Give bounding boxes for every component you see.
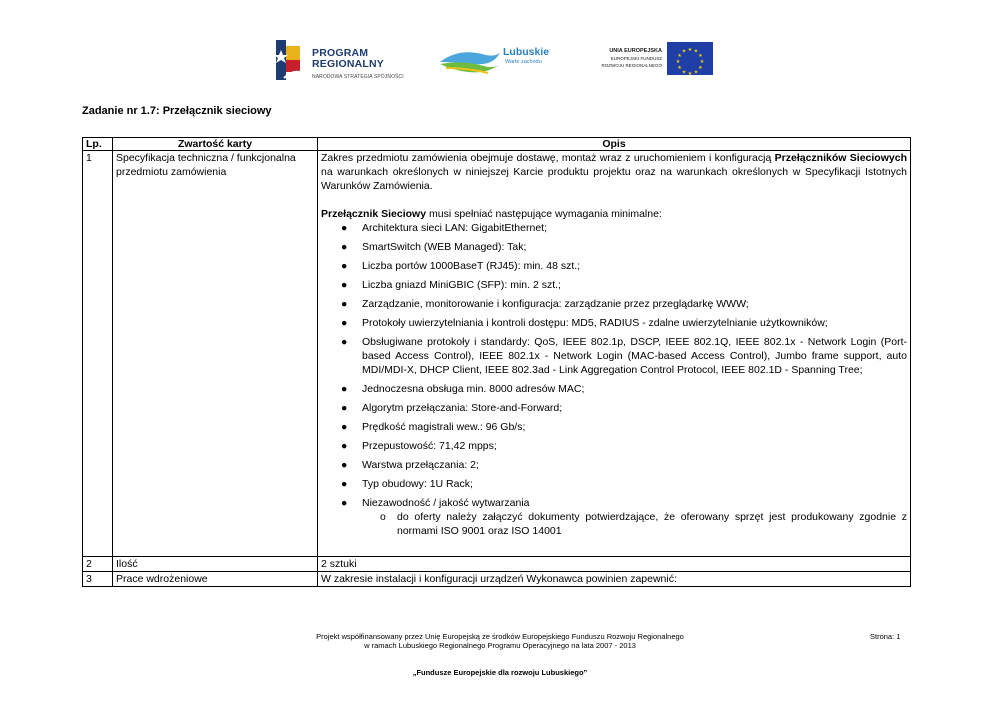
svg-text:★: ★ (699, 59, 705, 65)
row1-label: Specyfikacja techniczna / funkcjonalna przedmiotu zamówienia (113, 151, 318, 557)
requirement-text: Obsługiwane protokoły i standardy: QoS, IEEE 802.1p, DSCP, IEEE 802.1Q, IEEE 802.1x - Network Login (Port-based Access Control), IEEE 802.1x - Network Login (MAC-based Access Control), Jumbo frame support, auto MDI/MDI-X, DHCP Client, IEEE 802.3ad - Link Aggregation Control Protocol, IEEE 802.1D - Spanning Tree; (362, 336, 907, 376)
intro-pre: Zakres przedmiotu zamówienia obejmuje dostawę, montaż wraz z uruchomieniem i konfiguracją (321, 152, 775, 164)
requirement-item (337, 335, 907, 377)
row3-description: W zakresie instalacji i konfiguracji urządzeń Wykonawca powinien zapewnić: (318, 572, 911, 587)
requirement-text: Typ obudowy: 1U Rack; (362, 478, 473, 490)
footer-line1: Projekt współfinansowany przez Unię Europejską ze środków Europejskiego Funduszu Rozwoju Regionalnego (316, 632, 684, 641)
header-description: Opis (318, 138, 911, 151)
requirement-text: Przepustowość: 71,42 mpps; (362, 440, 497, 452)
header-content: Zwartość karty (113, 138, 318, 151)
program-logo-line3: NARODOWA STRATEGIA SPÓJNOŚCI (312, 74, 404, 80)
intro-paragraph (321, 151, 907, 193)
bullet-icon: ● (341, 260, 348, 272)
requirement-text: Zarządzanie, monitorowanie i konfiguracja: zarządzanie przez przeglądarkę WWW; (362, 298, 749, 310)
program-logo-line2: REGIONALNY (312, 58, 385, 70)
bullet-icon: ● (341, 478, 348, 490)
requirement-item (337, 401, 907, 415)
row2-label: Ilość (113, 557, 318, 572)
eu-line2: EUROPEJSKI FUNDUSZ (610, 56, 662, 61)
bullet-icon: ● (341, 402, 348, 414)
svg-text:★: ★ (677, 53, 682, 59)
requirement-text: Liczba gniazd MiniGBIC (SFP): min. 2 szt.; (362, 279, 561, 291)
requirement-item (337, 240, 907, 254)
eu-flag-icon (667, 42, 713, 75)
bullet-icon: ● (341, 222, 348, 234)
requirement-item (337, 439, 907, 453)
row3-lp: 3 (83, 572, 113, 587)
task-title: Zadanie nr 1.7: Przełącznik sieciowy (82, 105, 272, 117)
requirement-text: SmartSwitch (WEB Managed): Tak; (362, 241, 527, 253)
requirement-item (337, 316, 907, 330)
requirement-item (337, 477, 907, 491)
requirement-item (337, 382, 907, 396)
svg-text:★: ★ (675, 59, 681, 65)
svg-text:★: ★ (687, 71, 693, 75)
header-lp: Lp. (83, 138, 113, 151)
bullet-icon: ● (341, 421, 348, 433)
req-rest: musi spełniać następujące wymagania minimalne: (426, 208, 662, 220)
circle-bullet-icon: o (380, 511, 386, 523)
table-row (83, 572, 911, 587)
requirement-item (337, 458, 907, 472)
lubuskie-tagline: Warte zachodu (505, 59, 542, 65)
table-row (83, 151, 911, 557)
requirements-list (321, 221, 907, 538)
footer-slogan: „Fundusze Europejskie dla rozwoju Lubuskiego” (412, 668, 588, 677)
svg-text:★: ★ (698, 65, 703, 71)
row2-description: 2 sztuki (318, 557, 911, 572)
requirement-text: Algorytm przełączania: Store-and-Forward; (362, 402, 563, 414)
requirement-item (337, 496, 907, 538)
requirement-text: Liczba portów 1000BaseT (RJ45): min. 48 szt.; (362, 260, 581, 272)
row3-label: Prace wdrożeniowe (113, 572, 318, 587)
header-logos (0, 40, 992, 82)
requirement-item (337, 221, 907, 235)
svg-text:★: ★ (693, 69, 699, 75)
sub-requirement-item (380, 510, 907, 538)
page-number: Strona: 1 (870, 632, 901, 641)
lubuskie-text (503, 47, 549, 67)
row1-lp: 1 (83, 151, 113, 557)
svg-text:★: ★ (693, 48, 699, 55)
requirement-item (337, 278, 907, 292)
eu-text (576, 48, 662, 69)
intro-post: na warunkach określonych w niniejszej Karcie produktu projektu oraz na warunkach określonych w Specyfikacji Istotnych Warunków Zamówienia. (321, 166, 907, 192)
requirement-text: Jednoczesna obsługa min. 8000 adresów MAC; (362, 383, 585, 395)
table-header-row (83, 138, 911, 151)
requirement-text: Warstwa przełączania: 2; (362, 459, 479, 471)
program-logo-line1: PROGRAM (312, 47, 369, 59)
bullet-icon: ● (341, 317, 348, 329)
eu-line1: UNIA EUROPEJSKA (609, 48, 662, 54)
bullet-icon: ● (341, 298, 348, 310)
requirements-intro (321, 207, 907, 221)
row1-description (318, 151, 911, 557)
bullet-icon: ● (341, 336, 348, 348)
row2-lp: 2 (83, 557, 113, 572)
footer-line2: w ramach Lubuskiego Regionalnego Programu Operacyjnego na lata 2007 - 2013 (364, 641, 636, 650)
svg-text:★: ★ (677, 65, 682, 71)
requirement-text: Protokoły uwierzytelniania i kontroli dostępu: MD5, RADIUS - zdalne uwierzytelnianie użytkowników; (362, 317, 828, 329)
lubuskie-name: Lubuskie (503, 46, 550, 58)
bullet-icon: ● (341, 459, 348, 471)
requirement-item (337, 297, 907, 311)
requirement-item (337, 259, 907, 273)
requirement-text: Prędkość magistrali wew.: 96 Gb/s; (362, 421, 526, 433)
sub-requirement-text: do oferty należy załączyć dokumenty potwierdzające, że oferowany sprzęt jest produkowany zgodnie z normami ISO 9001 oraz ISO 14001 (397, 511, 907, 537)
bullet-icon: ● (341, 497, 348, 509)
req-bold: Przełącznik Sieciowy (321, 208, 427, 220)
bullet-icon: ● (341, 279, 348, 291)
svg-text:★: ★ (681, 69, 687, 75)
lubuskie-logo-icon (438, 46, 502, 76)
svg-text:★: ★ (681, 48, 687, 55)
svg-text:★: ★ (698, 53, 703, 59)
requirement-text: Niezawodność / jakość wytwarzania (362, 497, 530, 509)
bullet-icon: ● (341, 383, 348, 395)
intro-bold: Przełączników Sieciowych (774, 152, 907, 164)
bullet-icon: ● (341, 241, 348, 253)
program-regionalny-text (312, 48, 404, 83)
table-row (83, 557, 911, 572)
bullet-icon: ● (341, 440, 348, 452)
specification-table (82, 137, 911, 587)
svg-text:★: ★ (687, 47, 693, 53)
eu-line3: ROZWOJU REGIONALNEGO (601, 63, 662, 68)
program-regionalny-logo-icon (276, 40, 310, 80)
requirement-item (337, 420, 907, 434)
requirement-text: Architektura sieci LAN: GigabitEthernet; (362, 222, 548, 234)
sub-requirements-list (362, 510, 907, 538)
